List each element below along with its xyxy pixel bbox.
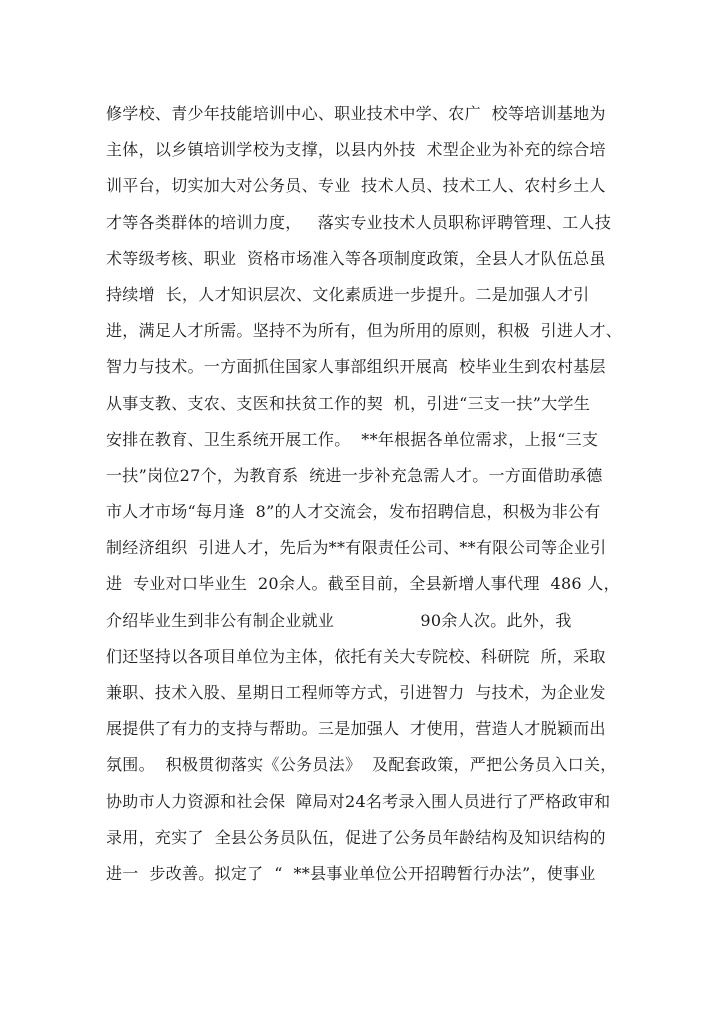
text-line: 协助市人力资源和社会保 障局对24名考录入围人员进行了严格政审和 [106, 791, 611, 811]
text-line: 展提供了有力的支持与帮助。三是加强人 才使用，营造人才脱颖而出 [106, 719, 606, 739]
text-line: 氛围。 积极贯彻落实《公务员法》 及配套政策，严把公务员入口关， [106, 755, 617, 775]
text-line: 训平台，切实加大对公务员、专业 技术人员、技术工人、农村乡土人 [106, 176, 606, 196]
text-line: 持续增 长，人才知识层次、文化素质进一步提升。二是加强人才引 [106, 284, 590, 304]
text-line: 进，满足人才所需。坚持不为所有，但为所用的原则，积极 引进人才、 [106, 321, 623, 341]
text-line: 一扶”岗位27个，为教育系 统进一步补充急需人才。一方面借助承德 [106, 465, 603, 485]
text-line: 介绍毕业生到非公有制企业就业 90余人次。此外，我 [106, 610, 572, 630]
text-line: 进 专业对口毕业生 20余人。截至目前，全县新增人事代理 486 人， [106, 574, 620, 594]
text-line: 安排在教育、卫生系统开展工作。 **年根据各单位需求，上报“三支 [106, 429, 599, 449]
text-line: 进一 步改善。拟定了 “ **县事业单位公开招聘暂行办法”，使事业 [106, 863, 596, 883]
text-line: 主体，以乡镇培训学校为支撑，以县内外技 术型企业为补充的综合培 [106, 140, 606, 160]
text-line: 修学校、青少年技能培训中心、职业技术中学、农广 校等培训基地为 [106, 104, 606, 123]
body-paragraph [106, 96, 626, 892]
text-line: 智力与技术。一方面抓住国家人事部组织开展高 校毕业生到农村基层 [106, 357, 606, 377]
text-line: 制经济组织 引进人才，先后为**有限责任公司、**有限公司等企业引 [106, 538, 607, 558]
text-line: 录用，充实了 全县公务员队伍，促进了公务员年龄结构及知识结构的 [106, 827, 606, 847]
text-line: 从事支教、支农、支医和扶贫工作的契 机，引进“三支一扶”大学生 [106, 393, 591, 413]
text-line: 才等各类群体的培训力度， 落实专业技术人员职称评聘管理、工人技 [106, 212, 612, 232]
text-line: 们还坚持以各项目单位为主体，依托有关大专院校、科研院 所，采取 [106, 646, 606, 666]
text-line: 市人才市场“每月逢 8”的人才交流会，发布招聘信息，积极为非公有 [106, 502, 601, 522]
text-line: 兼职、技术入股、星期日工程师等方式，引进智力 与技术，为企业发 [106, 683, 606, 702]
text-line: 术等级考核、职业 资格市场准入等各项制度政策，全县人才队伍总虽 [106, 248, 606, 268]
